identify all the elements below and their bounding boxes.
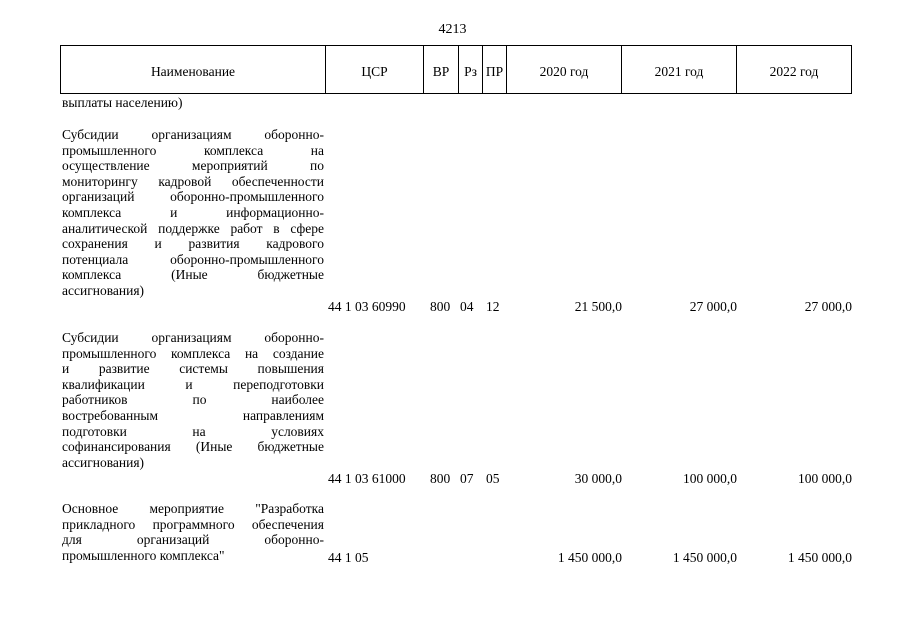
row-3-2021: 1 450 000,0 — [672, 550, 737, 565]
header-name: Наименование — [61, 46, 326, 93]
row-3-csr: 44 1 05 — [328, 550, 369, 565]
row-3-line: для организаций оборонно- — [62, 532, 324, 548]
header-vr: ВР — [424, 46, 459, 93]
row-2-line: подготовки на условиях — [62, 423, 324, 439]
row-1-2022: 27 000,0 — [804, 299, 852, 314]
row-2-pr: 05 — [486, 471, 500, 486]
row-1-line: промышленного комплекса на — [62, 142, 324, 158]
header-pr: ПР — [483, 46, 507, 93]
row-1-csr: 44 1 03 60990 — [328, 299, 406, 314]
table-row-3-description — [62, 501, 324, 563]
page-number: 4213 — [438, 22, 467, 37]
header-rz: Рз — [459, 46, 483, 93]
row-3-line: промышленного комплекса" — [62, 547, 225, 563]
row-2-line: промышленного комплекса на создание — [62, 345, 324, 361]
table-row-2-description — [62, 330, 324, 470]
row-1-line: мониторингу кадровой обеспеченности — [62, 173, 324, 189]
row-3-2022: 1 450 000,0 — [787, 550, 852, 565]
row-2-2021: 100 000,0 — [683, 471, 737, 486]
row-2-line: востребованным направлениям — [62, 407, 324, 423]
row-2-2020: 30 000,0 — [574, 471, 622, 486]
row-1-2021: 27 000,0 — [689, 299, 737, 314]
carryover-text: выплаты населению) — [62, 95, 183, 110]
row-1-line: ассигнования) — [62, 282, 145, 298]
row-2-line: софинансирования (Иные бюджетные — [62, 439, 324, 455]
table-header — [60, 45, 852, 94]
row-1-line: комплекса (Иные бюджетные — [62, 267, 324, 283]
row-1-line: потенциала оборонно-промышленного — [62, 251, 324, 267]
header-csr: ЦСР — [326, 46, 424, 93]
row-3-line: прикладного программного обеспечения — [62, 516, 324, 532]
header-2022: 2022 год — [769, 63, 819, 79]
row-1-line: организаций оборонно-промышленного — [62, 189, 324, 205]
row-1-vr: 800 — [430, 299, 451, 314]
row-1-pr: 12 — [486, 299, 500, 314]
row-1-line: комплекса и информационно- — [62, 204, 324, 220]
row-1-2020: 21 500,0 — [574, 299, 622, 314]
row-3-2020: 1 450 000,0 — [557, 550, 622, 565]
row-2-vr: 800 — [430, 471, 451, 486]
row-2-csr: 44 1 03 61000 — [328, 471, 406, 486]
row-2-line: и развитие системы повышения — [62, 361, 324, 377]
row-2-line: работников по наиболее — [62, 392, 324, 408]
header-2020: 2020 год — [507, 46, 622, 93]
table-row-1-description — [62, 127, 324, 299]
row-1-line: осуществление мероприятий по — [62, 158, 324, 174]
row-2-rz: 07 — [460, 471, 474, 486]
header-2021: 2021 год — [622, 46, 737, 93]
row-1-line: Субсидии организациям оборонно- — [62, 127, 324, 142]
row-1-line: сохранения и развития кадрового — [62, 236, 324, 252]
row-2-line: Субсидии организациям оборонно- — [62, 330, 324, 345]
row-2-2022: 100 000,0 — [798, 471, 852, 486]
row-3-line: Основное мероприятие "Разработка — [62, 501, 324, 516]
row-2-line: ассигнования) — [62, 454, 145, 470]
row-2-line: квалификации и переподготовки — [62, 376, 324, 392]
row-1-line: аналитической поддержке работ в сфере — [62, 220, 324, 236]
row-1-rz: 04 — [460, 299, 474, 314]
